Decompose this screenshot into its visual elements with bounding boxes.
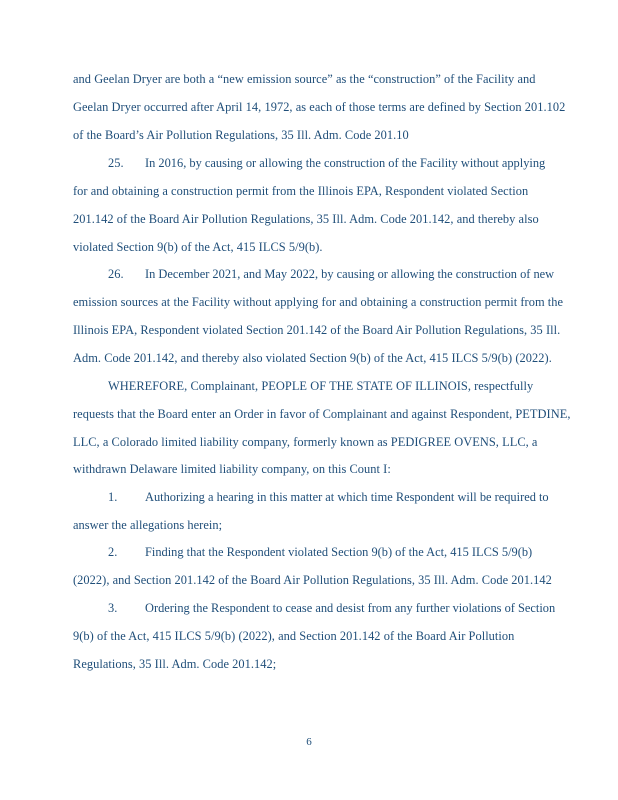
body-line: for and obtaining a construction permit from the Illinois EPA, Respondent violated Section [73, 184, 529, 198]
body-line: Adm. Code 201.142, and thereby also violated Section 9(b) of the Act, 415 ILCS 5/9(b) (2022). [73, 351, 552, 365]
paragraph-text: In December 2021, and May 2022, by causing or allowing the construction of new [145, 267, 555, 281]
paragraph-number: 25. [108, 156, 124, 170]
item-text: Finding that the Respondent violated Section 9(b) of the Act, 415 ILCS 5/9(b) [145, 545, 533, 559]
item-text: Authorizing a hearing in this matter at which time Respondent will be required to [145, 490, 549, 504]
body-line: LLC, a Colorado limited liability company, formerly known as PEDIGREE OVENS, LLC, a [73, 435, 538, 449]
item-text: Ordering the Respondent to cease and desist from any further violations of Section [145, 601, 556, 615]
body-line: requests that the Board enter an Order in favor of Complainant and against Respondent, PETDINE, [73, 407, 571, 421]
paragraph-text: In 2016, by causing or allowing the construction of the Facility without applying [145, 156, 546, 170]
body-line: of the Board’s Air Pollution Regulations, 35 Ill. Adm. Code 201.10 [73, 128, 409, 142]
body-line: Illinois EPA, Respondent violated Section 201.142 of the Board Air Pollution Regulations, 35 Ill. [73, 323, 561, 337]
body-line: Geelan Dryer occurred after April 14, 1972, as each of those terms are defined by Section 201.102 [73, 100, 566, 114]
body-line: answer the allegations herein; [73, 518, 223, 532]
body-line: (2022), and Section 201.142 of the Board Air Pollution Regulations, 35 Ill. Adm. Code 201.142 [73, 573, 552, 587]
body-line: violated Section 9(b) of the Act, 415 ILCS 5/9(b). [73, 240, 323, 254]
body-line: emission sources at the Facility without applying for and obtaining a construction permit from the [73, 295, 564, 309]
body-line: withdrawn Delaware limited liability company, on this Count I: [73, 462, 391, 476]
page-number: 6 [306, 736, 312, 748]
paragraph-number: 26. [108, 267, 124, 281]
item-number: 1. [108, 490, 118, 504]
item-number: 3. [108, 601, 118, 615]
body-line: Regulations, 35 Ill. Adm. Code 201.142; [73, 657, 277, 671]
item-number: 2. [108, 545, 118, 559]
body-line: and Geelan Dryer are both a “new emission source” as the “construction” of the Facility and [73, 72, 536, 86]
body-line: 9(b) of the Act, 415 ILCS 5/9(b) (2022), and Section 201.142 of the Board Air Pollution [73, 629, 515, 643]
wherefore-line: WHEREFORE, Complainant, PEOPLE OF THE STATE OF ILLINOIS, respectfully [108, 379, 534, 393]
body-line: 201.142 of the Board Air Pollution Regulations, 35 Ill. Adm. Code 201.142, and thereby also [73, 212, 539, 226]
